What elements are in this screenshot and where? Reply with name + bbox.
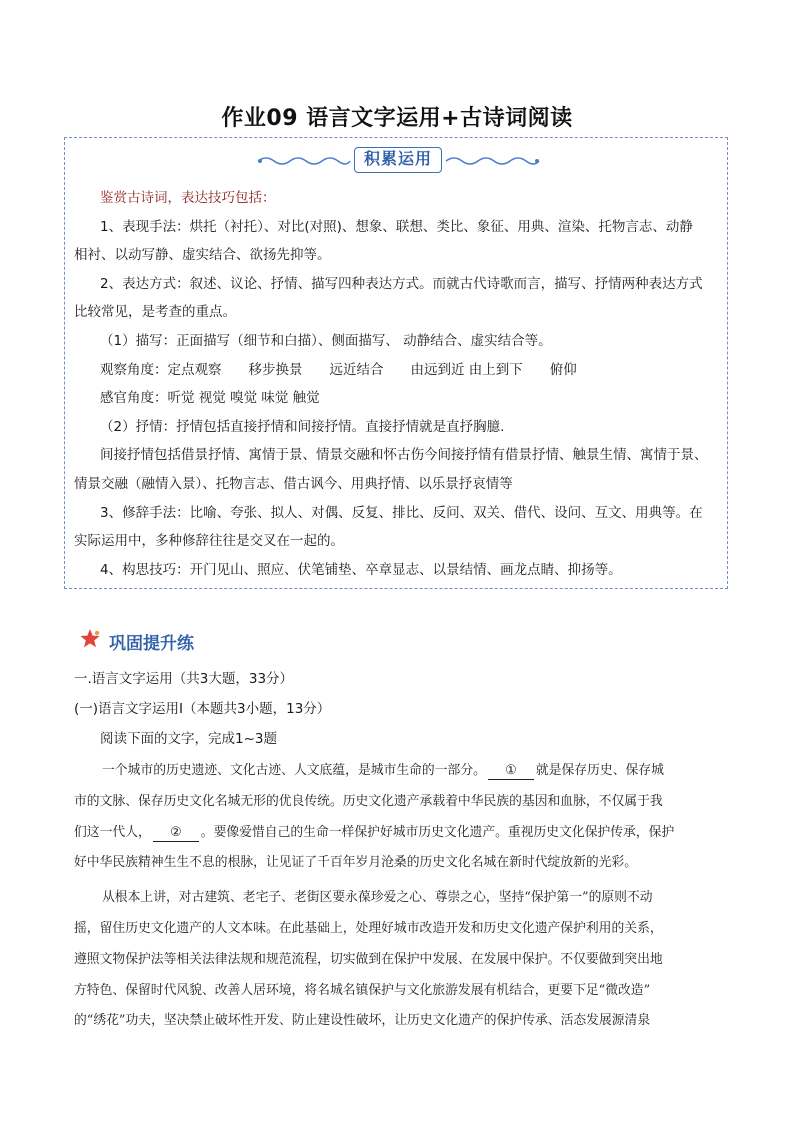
passage-line: 方特色、保留时代风貌、改善人居环境，将名城名镇保护与文化旅游发展有机结合，更要下足“微改造” <box>74 982 651 998</box>
passage-line: 的“绣花”功夫，坚决禁止破坏性开发、防止建设性破坏，让历史文化遗产的保护传承、活态发展源清泉 <box>74 1013 651 1029</box>
text-line: 2、表达方式：叙述、议论、抒情、描写四种表达方式。而就古代诗歌而言，描写、抒情两种表达方式 <box>100 275 703 292</box>
text-line: 感官角度：听觉 视觉 嗅觉 味觉 触觉 <box>100 390 320 407</box>
passage-text: 。要像爱惜自己的生命一样保护好城市历史文化遗产。重视历史文化保护传承，保护 <box>200 824 675 840</box>
instruction: 阅读下面的文字，完成1~3题 <box>100 731 277 747</box>
passage-text: 就是保存历史、保存城 <box>535 763 664 778</box>
passage-line: 从根本上讲，对古建筑、老宅子、老街区要永葆珍爱之心、尊崇之心，坚持“保护第一”的原则不动 <box>102 890 653 906</box>
passage-text: 们这一代人， <box>74 824 151 840</box>
passage-line: 遵照文物保护法等相关法律法规和规范流程，切实做到在保护中发展、在发展中保护。不仅要做到突出地 <box>74 951 663 967</box>
accumulation-heading: 鉴赏古诗词，表达技巧包括： <box>100 190 276 206</box>
passage-line: 摇，留住历史文化遗产的人文本味。在此基础上，处理好城市改造开发和历史文化遗产保护利用的关系， <box>74 920 663 936</box>
text-line: 比较常见，是考查的重点。 <box>74 304 236 321</box>
text-line: 相衬、以动写静、虚实结合、欲扬先抑等。 <box>74 247 331 264</box>
text-line: 观察角度：定点观察 移步换景 远近结合 由远到近 由上到下 俯仰 <box>100 361 577 378</box>
passage-line: 好中华民族精神生生不息的根脉，让见证了千百年岁月沧桑的历史文化名城在新时代绽放新的光彩。 <box>74 855 638 871</box>
text-line: 间接抒情包括借景抒情、寓情于景、情景交融和怀古伤今间接抒情有借景抒情、触景生情、寓情于景、 <box>100 447 708 464</box>
sub-title: (一)语言文字运用Ⅰ（本题共3小题，13分） <box>74 701 331 717</box>
text-line: 实际运用中，多种修辞往往是交叉在一起的。 <box>74 533 344 550</box>
text-line: 4、构思技巧：开门见山、照应、伏笔铺垫、卒章显志、以景结情、画龙点睛、抑扬等。 <box>100 561 622 578</box>
banner <box>256 145 541 175</box>
blank-2: ② <box>153 825 199 842</box>
passage-line: 市的文脉、保存历史文化名城无形的优良传统。历史文化遗产承载着中华民族的基因和血脉，不仅属于我 <box>74 793 663 809</box>
accumulation-content <box>74 184 724 584</box>
passage-text: 一个城市的历史遗迹、文化古迹、人文底蕴，是城市生命的一部分。 <box>102 763 486 778</box>
page-title: 作业09 语言文字运用+古诗词阅读 <box>221 106 573 131</box>
blank-1: ① <box>488 763 534 780</box>
text-line: 1、表现手法：烘托（衬托）、对比(对照)、想象、联想、类比、象征、用典、渲染、托物言志、动静 <box>100 218 693 235</box>
passage-line <box>74 818 734 849</box>
text-line: （1）描写：正面描写（细节和白描）、侧面描写、 动静结合、虚实结合等。 <box>100 332 552 349</box>
text-line: 3、修辞手法：比喻、夸张、拟人、对偶、反复、排比、反问、双关、借代、设问、互文、用典等。在 <box>100 504 703 521</box>
part-title: 一.语言文字运用（共3大题，33分） <box>74 671 294 687</box>
text-line: （2）抒情：抒情包括直接抒情和间接抒情。直接抒情就是直抒胸臆. <box>100 418 505 435</box>
star-icon <box>78 627 102 651</box>
banner-label: 积累运用 <box>354 147 442 173</box>
passage-line <box>74 756 734 787</box>
section-title: 巩固提升练 <box>109 634 194 654</box>
text-line: 情景交融（融情入景）、托物言志、借古讽今、用典抒情、以乐景抒哀情等 <box>74 475 513 492</box>
reading-passage <box>74 756 734 1037</box>
